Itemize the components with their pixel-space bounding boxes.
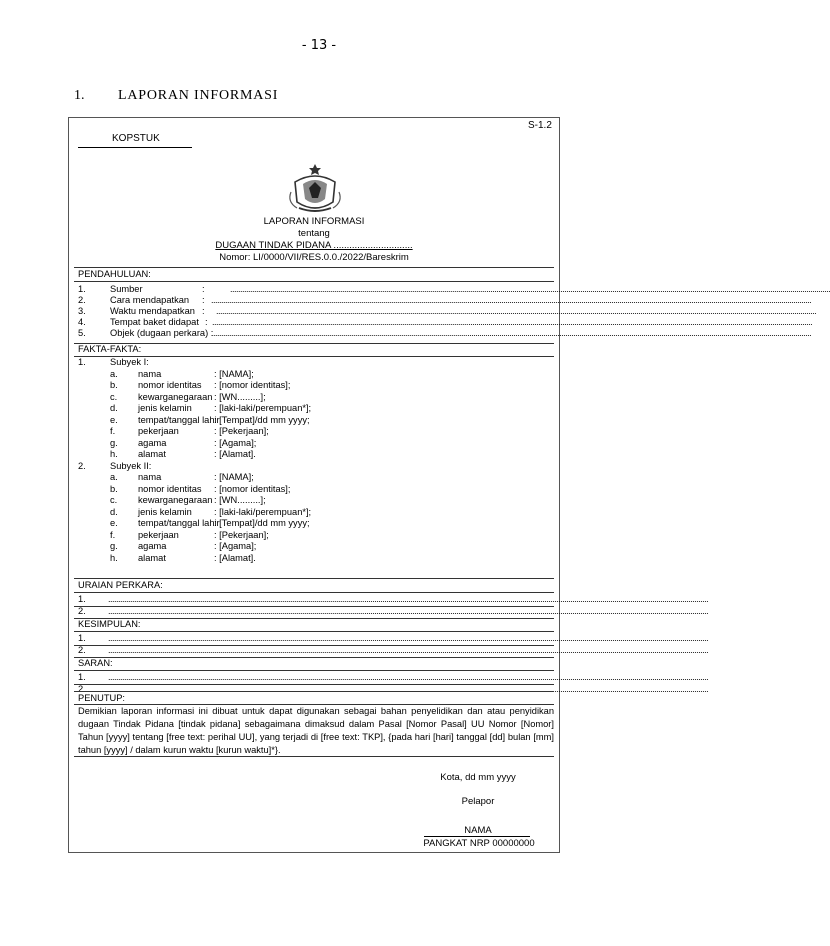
pendahuluan-item-label: Tempat baket didapat xyxy=(110,317,199,327)
saran-item-number: 2. xyxy=(78,684,86,694)
subject-field-letter: b. xyxy=(110,483,118,494)
signature-place-date: Kota, dd mm yyyy xyxy=(440,772,516,783)
subject-field-label: kewarganegaraan xyxy=(138,495,213,505)
subject-field-letter: d. xyxy=(110,403,118,413)
subject-field-label: agama xyxy=(138,437,167,448)
penutup-bottom-rule xyxy=(74,756,554,757)
kopstuk-underline xyxy=(78,147,192,148)
subject-field-label: nomor identitas xyxy=(138,483,202,494)
pendahuluan-item-dots: ............................................................................................................................................................................................................................................................................................................ xyxy=(230,284,830,294)
subject-field-label: tempat/tanggal lahir xyxy=(138,414,220,425)
kesimpulan-item-dots: ............................................................................................................................................................................................................................................................................................................ xyxy=(108,645,709,655)
subject-field-value: : [Tempat]/dd mm yyyy; xyxy=(214,414,310,425)
subject-field-value: : [Alamat]. xyxy=(214,552,256,563)
subject-field-value: : [laki-laki/perempuan*]; xyxy=(214,403,312,413)
penutup-text: Demikian laporan informasi ini dibuat untuk dapat digunakan sebagai bahan penyelidikan dan atau penyidikan dugaan Tindak Pidana [tindak pidana] sebagaimana dimaksud dalam Pasal [Nomor Pasal] UU Nomor [Nomor] Tahun [yyyy] tentang [free text: perihal UU], yang terjadi di [free text: TKP], {pada hari [hari] tanggal [dd] bulan [mm] tahun [yyyy] / dalam kurun waktu [kurun waktu]*}. xyxy=(78,706,554,755)
subject-field-label: jenis kelamin xyxy=(138,506,192,517)
kesimpulan-item-dots: ............................................................................................................................................................................................................................................................................................................ xyxy=(108,633,709,643)
saran-item-number: 1. xyxy=(78,672,86,682)
subject-field-label: kewarganegaraan xyxy=(138,391,213,402)
signature-rank: PANGKAT NRP 00000000 xyxy=(423,838,535,849)
uraian-heading-rule xyxy=(74,592,554,593)
subject-field-value: : [Alamat]. xyxy=(214,449,256,459)
report-subject xyxy=(68,240,560,251)
subject-field-letter: d. xyxy=(110,506,118,517)
pendahuluan-item-colon: : xyxy=(202,284,205,294)
subject-field-value: : [NAMA]; xyxy=(214,368,254,379)
subject-field-value: : [WN.........]; xyxy=(214,391,266,402)
fakta-bottom-rule xyxy=(74,578,554,579)
report-subject-text: DUGAAN TINDAK PIDANA .............................. xyxy=(215,240,413,251)
subject-field-value: : [Tempat]/dd mm yyyy; xyxy=(214,518,310,528)
uraian-item-dots: ............................................................................................................................................................................................................................................................................................................ xyxy=(108,594,709,604)
uraian-item-number: 1. xyxy=(78,594,86,604)
police-emblem-icon xyxy=(285,162,345,214)
pendahuluan-heading: PENDAHULUAN: xyxy=(78,269,151,279)
report-subtitle: tentang xyxy=(298,228,330,239)
section-title: LAPORAN INFORMASI xyxy=(118,88,279,103)
pendahuluan-item-number: 5. xyxy=(78,328,86,338)
subject-field-letter: a. xyxy=(110,368,118,379)
uraian-bottom-rule xyxy=(74,618,554,619)
pendahuluan-item-label: Waktu mendapatkan xyxy=(110,306,195,316)
kesimpulan-item-number: 1. xyxy=(78,633,86,643)
subject-number: 2. xyxy=(78,460,86,471)
saran-item-dots: ............................................................................................................................................................................................................................................................................................................ xyxy=(108,672,709,682)
subject-field-label: nama xyxy=(138,368,162,379)
subject-field-value: : [Pekerjaan]; xyxy=(214,426,269,436)
subject-field-value: : [nomor identitas]; xyxy=(214,483,291,494)
saran-heading-rule xyxy=(74,670,554,671)
pendahuluan-item-colon: : xyxy=(202,306,205,316)
subject-field-letter: g. xyxy=(110,437,118,448)
subject-field-label: jenis kelamin xyxy=(138,403,192,413)
signature-name: NAMA xyxy=(464,825,492,836)
subject-field-value: : [Agama]; xyxy=(214,437,257,448)
subject-field-letter: c. xyxy=(110,495,118,505)
penutup-heading: PENUTUP: xyxy=(78,693,126,703)
subject-title: Subyek I: xyxy=(110,357,149,367)
pendahuluan-item-number: 4. xyxy=(78,317,86,327)
kesimpulan-heading: KESIMPULAN: xyxy=(78,619,141,629)
subject-number: 1. xyxy=(78,357,86,367)
pendahuluan-bottom-rule xyxy=(74,343,554,344)
saran-bottom-rule xyxy=(74,691,554,692)
subject-field-letter: c. xyxy=(110,391,118,402)
subject-field-label: alamat xyxy=(138,449,166,459)
report-number: Nomor: LI/0000/VII/RES.0.0./2022/Bareskrim xyxy=(219,252,409,263)
subject-field-letter: a. xyxy=(110,472,118,482)
subject-field-value: : [nomor identitas]; xyxy=(214,380,291,390)
pendahuluan-item-number: 3. xyxy=(78,306,86,316)
pendahuluan-top-rule xyxy=(74,267,554,268)
pendahuluan-item-dots: ............................................................................................................................................................................................................................................................................................................ xyxy=(216,306,817,316)
subject-field-label: nama xyxy=(138,472,162,482)
subject-field-value: : [laki-laki/perempuan*]; xyxy=(214,506,312,517)
subject-field-value: : [Agama]; xyxy=(214,541,257,551)
subject-field-letter: e. xyxy=(110,414,118,425)
kesimpulan-item-number: 2. xyxy=(78,645,86,655)
pendahuluan-item-number: 1. xyxy=(78,284,86,294)
subject-field-label: pekerjaan xyxy=(138,529,179,540)
page-number: - 13 - xyxy=(301,38,337,53)
subject-field-label: alamat xyxy=(138,552,166,563)
kopstuk-label: KOPSTUK xyxy=(112,133,160,144)
subject-field-letter: f. xyxy=(110,529,116,540)
subject-field-label: pekerjaan xyxy=(138,426,179,436)
subject-title: Subyek II: xyxy=(110,460,152,471)
fakta-heading: FAKTA-FAKTA: xyxy=(78,344,142,354)
subject-field-label: agama xyxy=(138,541,167,551)
kesimpulan-heading-rule xyxy=(74,631,554,632)
signature-role: Pelapor xyxy=(461,796,495,807)
signature-line xyxy=(424,836,530,837)
pendahuluan-item-colon: : xyxy=(205,317,208,327)
uraian-item-dots: ............................................................................................................................................................................................................................................................................................................ xyxy=(108,606,709,616)
form-code: S-1.2 xyxy=(528,120,552,131)
report-title: LAPORAN INFORMASI xyxy=(263,216,365,227)
subject-field-letter: g. xyxy=(110,541,118,551)
pendahuluan-item-label: Objek (dugaan perkara) : xyxy=(110,328,214,338)
subject-field-value: : [Pekerjaan]; xyxy=(214,529,269,540)
pendahuluan-item-dots: ............................................................................................................................................................................................................................................................................................................ xyxy=(211,295,812,305)
subject-field-letter: h. xyxy=(110,449,118,459)
pendahuluan-item-colon: : xyxy=(202,295,205,305)
pendahuluan-item-dots: ............................................................................................................................................................................................................................................................................................................ xyxy=(212,317,813,327)
subject-field-letter: e. xyxy=(110,518,118,528)
subject-field-label: tempat/tanggal lahir xyxy=(138,518,220,528)
pendahuluan-item-dots: ............................................................................................................................................................................................................................................................................................................ xyxy=(211,328,812,338)
saran-item-dots: ............................................................................................................................................................................................................................................................................................................ xyxy=(108,684,709,694)
subject-field-label: nomor identitas xyxy=(138,380,202,390)
subject-field-letter: f. xyxy=(110,426,116,436)
subject-field-letter: h. xyxy=(110,552,118,563)
pendahuluan-item-label: Sumber xyxy=(110,284,143,294)
uraian-item-number: 2. xyxy=(78,606,86,616)
pendahuluan-item-number: 2. xyxy=(78,295,86,305)
uraian-heading: URAIAN PERKARA: xyxy=(78,580,163,590)
saran-heading: SARAN: xyxy=(78,658,113,668)
subject-field-value: : [NAMA]; xyxy=(214,472,254,482)
subject-field-letter: b. xyxy=(110,380,118,390)
pendahuluan-item-label: Cara mendapatkan xyxy=(110,295,190,305)
section-number: 1. xyxy=(74,88,85,103)
pendahuluan-heading-rule xyxy=(74,281,554,282)
subject-field-value: : [WN.........]; xyxy=(214,495,266,505)
kesimpulan-bottom-rule xyxy=(74,657,554,658)
